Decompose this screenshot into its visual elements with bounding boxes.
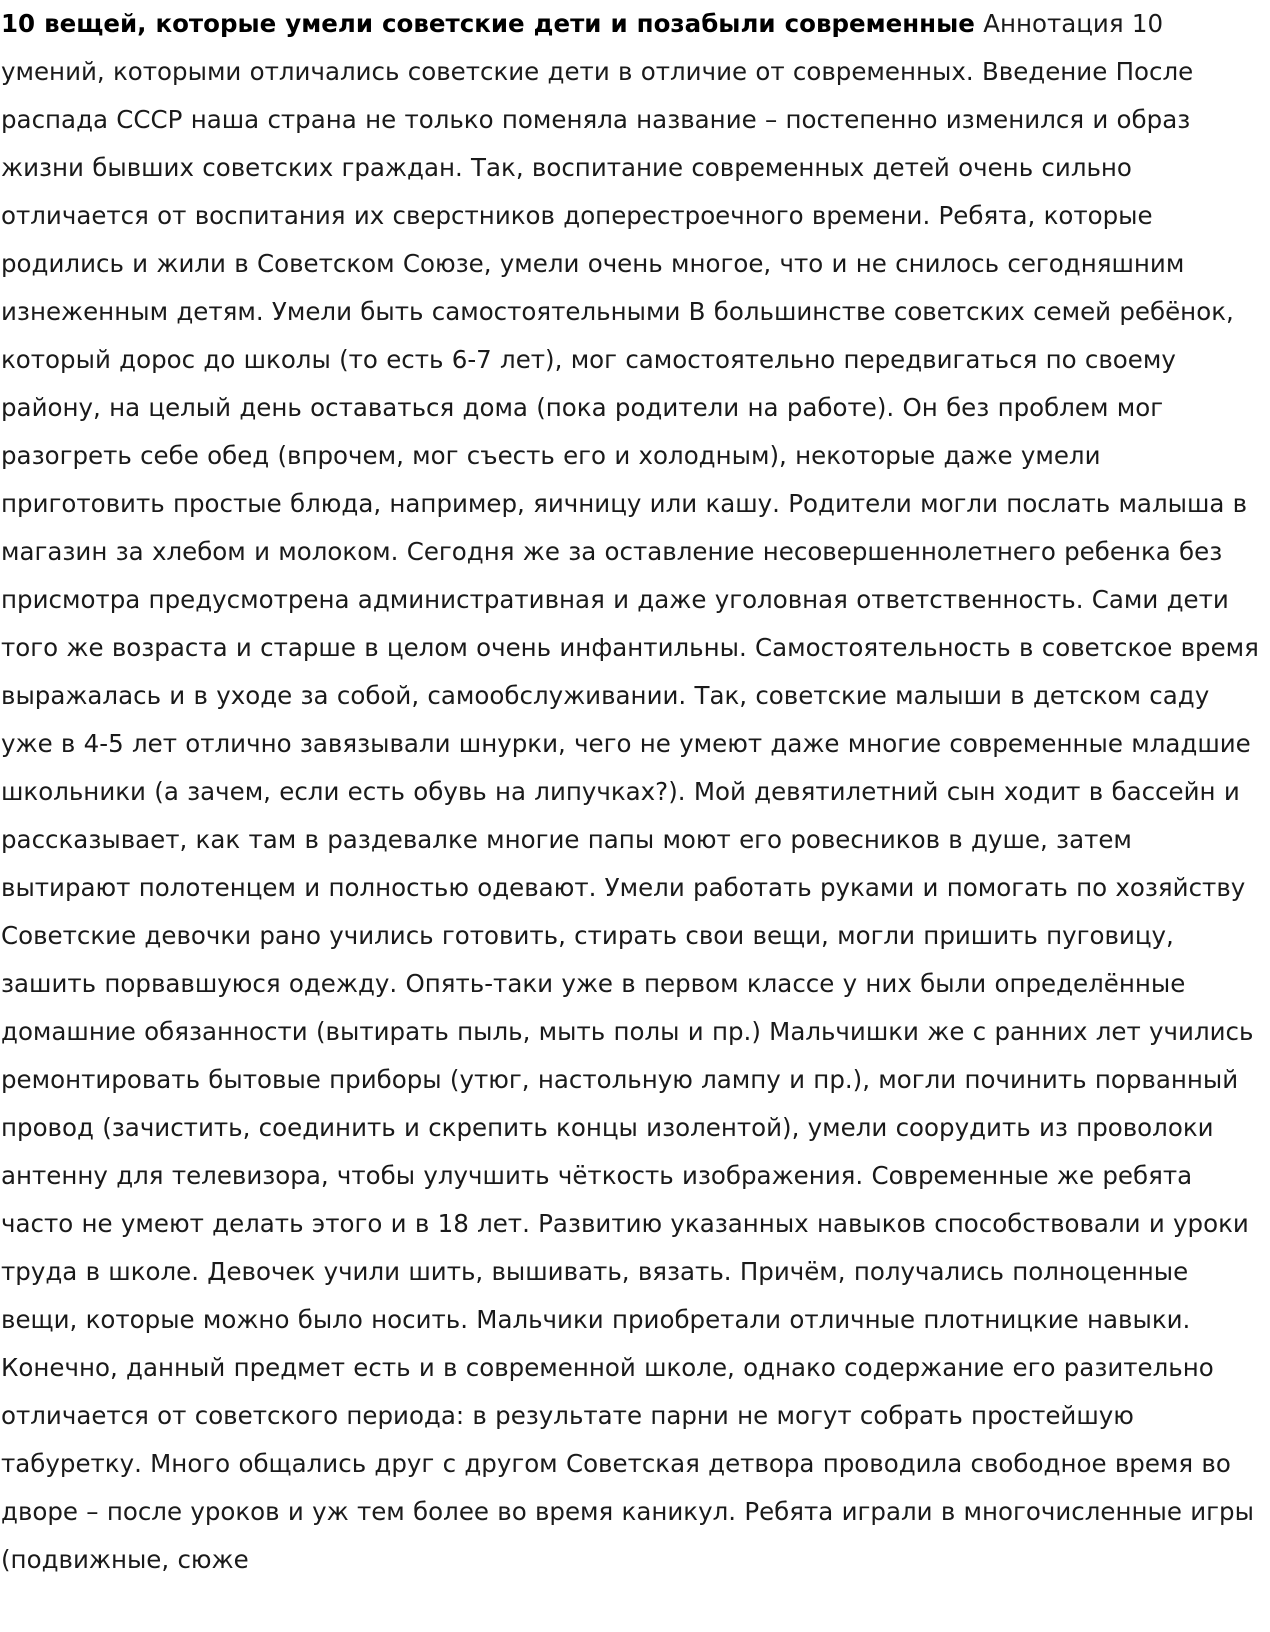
article-text	[1, 0, 1263, 1584]
article-title: 10 вещей, которые умели советские дети и позабыли современные	[1, 9, 975, 38]
article-body: Аннотация 10 умений, которыми отличались советские дети в отличие от современных. Введение После распада СССР наша страна не только поменяла название – постепенно изменился и образ жизни бывших советских граждан. Так, воспитание современных детей очень сильно отличается от воспитания их сверстников доперестроечного времени. Ребята, которые родились и жили в Советском Союзе, умели очень многое, что и не снилось сегодняшним изнеженным детям. Умели быть самостоятельными В большинстве советских семей ребёнок, который дорос до школы (то есть 6-7 лет), мог самостоятельно передвигаться по своему району, на целый день оставаться дома (пока родители на работе). Он без проблем мог разогреть себе обед (впрочем, мог съесть его и холодным), некоторые даже умели приготовить простые блюда, например, яичницу или кашу. Родители могли послать малыша в магазин за хлебом и молоком. Сегодня же за оставление несовершеннолетнего ребенка без присмотра предусмотрена административная и даже уголовная ответственность. Сами дети того же возраста и старше в целом очень инфантильны. Самостоятельность в советское время выражалась и в уходе за собой, самообслуживании. Так, советские малыши в детском саду уже в 4-5 лет отлично завязывали шнурки, чего не умеют даже многие современные младшие школьники (а зачем, если есть обувь на липучках?). Мой девятилетний сын ходит в бассейн и рассказывает, как там в раздевалке многие папы моют его ровесников в душе, затем вытирают полотенцем и полностью одевают. Умели работать руками и помогать по хозяйству Советские девочки рано учились готовить, стирать свои вещи, могли пришить пуговицу, зашить порвавшуюся одежду. Опять-таки уже в первом классе у них были определённые домашние обязанности (вытирать пыль, мыть полы и пр.) Мальчишки же с ранних лет учились ремонтировать бытовые приборы (утюг, настольную лампу и пр.), могли починить порванный провод (зачистить, соединить и скрепить концы изолентой), умели соорудить из проволоки антенну для телевизора, чтобы улучшить чёткость изображения. Современные же ребята часто не умеют делать этого и в 18 лет. Развитию указанных навыков способствовали и уроки труда в школе. Девочек учили шить, вышивать, вязать. Причём, получались полноценные вещи, которые можно было носить. Мальчики приобретали отличные плотницкие навыки. Конечно, данный предмет есть и в современной школе, однако содержание его разительно отличается от советского периода: в результате парни не могут собрать простейшую табуретку. Много общались друг с другом Советская детвора проводила свободное время во дворе – после уроков и уж тем более во время каникул. Ребята играли в многочисленные игры (подвижные, сюже	[1, 9, 1259, 1574]
